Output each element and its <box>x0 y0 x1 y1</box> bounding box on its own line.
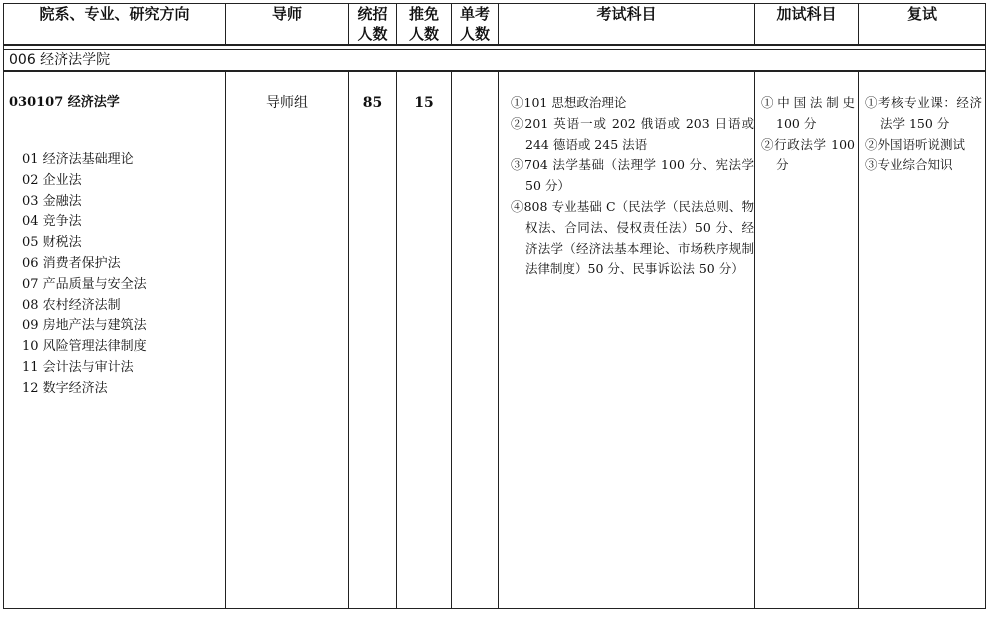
retest-item: ③专业综合知识 <box>865 157 953 173</box>
direction-item: 12 数字经济法 <box>22 380 108 396</box>
extra-subject-list <box>755 93 858 176</box>
direction-item: 11 会计法与审计法 <box>22 359 134 375</box>
exempt-count-cell <box>397 71 452 609</box>
direction-item: 09 房地产法与建筑法 <box>22 318 147 334</box>
extra-subject-item: ①中国法制史 100 分 <box>761 95 855 131</box>
header-exam: 考试科目 <box>499 4 755 46</box>
retest-item: ②外国语听说测试 <box>865 136 966 152</box>
header-tutor: 导师 <box>226 4 349 46</box>
exam-cell <box>499 71 755 609</box>
unified-count: 85 <box>362 95 383 111</box>
header-unified: 统招 人数 <box>349 4 397 46</box>
major-name: 030107 经济法学 <box>9 95 120 110</box>
admission-table <box>3 3 986 609</box>
major-cell <box>4 71 226 609</box>
exam-subject-list <box>499 93 754 280</box>
retest-cell <box>859 71 986 609</box>
header-extra: 加试科目 <box>755 4 859 46</box>
department-name: 006 经济法学院 <box>9 52 111 68</box>
header-major: 院系、专业、研究方向 <box>4 4 226 46</box>
tutor-cell <box>226 71 349 609</box>
direction-item: 02 企业法 <box>22 172 82 188</box>
department-row <box>4 50 986 72</box>
extra-cell <box>755 71 859 609</box>
direction-item: 01 经济法基础理论 <box>22 152 134 167</box>
program-row <box>4 71 986 609</box>
retest-item: ①考核专业课：经济法学 150 分 <box>865 95 982 131</box>
single-count-cell <box>452 71 499 609</box>
exempt-count: 15 <box>414 95 434 111</box>
direction-item: 10 风险管理法律制度 <box>22 339 147 355</box>
exam-subject-item: ③704 法学基础（法理学 100 分、宪法学 50 分） <box>511 157 754 194</box>
exam-subject-item: ②201 英语一或 202 俄语或 203 日语或 244 德语或 245 法语 <box>511 115 754 152</box>
header-single: 单考 人数 <box>452 4 499 46</box>
exam-subject-item: ①101 思想政治理论 <box>511 95 627 110</box>
direction-item: 06 消费者保护法 <box>22 255 121 271</box>
header-row <box>4 4 986 46</box>
direction-item: 08 农村经济法制 <box>22 297 121 313</box>
tutor-value: 导师组 <box>266 95 308 111</box>
extra-subject-item: ②行政法学 100 分 <box>761 136 855 173</box>
direction-item: 05 财税法 <box>22 235 82 251</box>
unified-count-cell <box>349 71 397 609</box>
direction-item: 07 产品质量与安全法 <box>22 276 147 292</box>
direction-item: 03 金融法 <box>22 193 82 209</box>
direction-item: 04 竞争法 <box>22 214 82 230</box>
header-exempt: 推免 人数 <box>397 4 452 46</box>
retest-list <box>859 93 985 176</box>
direction-list <box>22 150 225 400</box>
exam-subject-item: ④808 专业基础 C（民法学（民法总则、物权法、合同法、侵权责任法）50 分、经济法学（经济法基本理论、市场秩序规制法律制度）50 分、民事诉讼法 50 分） <box>511 198 754 277</box>
header-retest: 复试 <box>859 4 986 46</box>
